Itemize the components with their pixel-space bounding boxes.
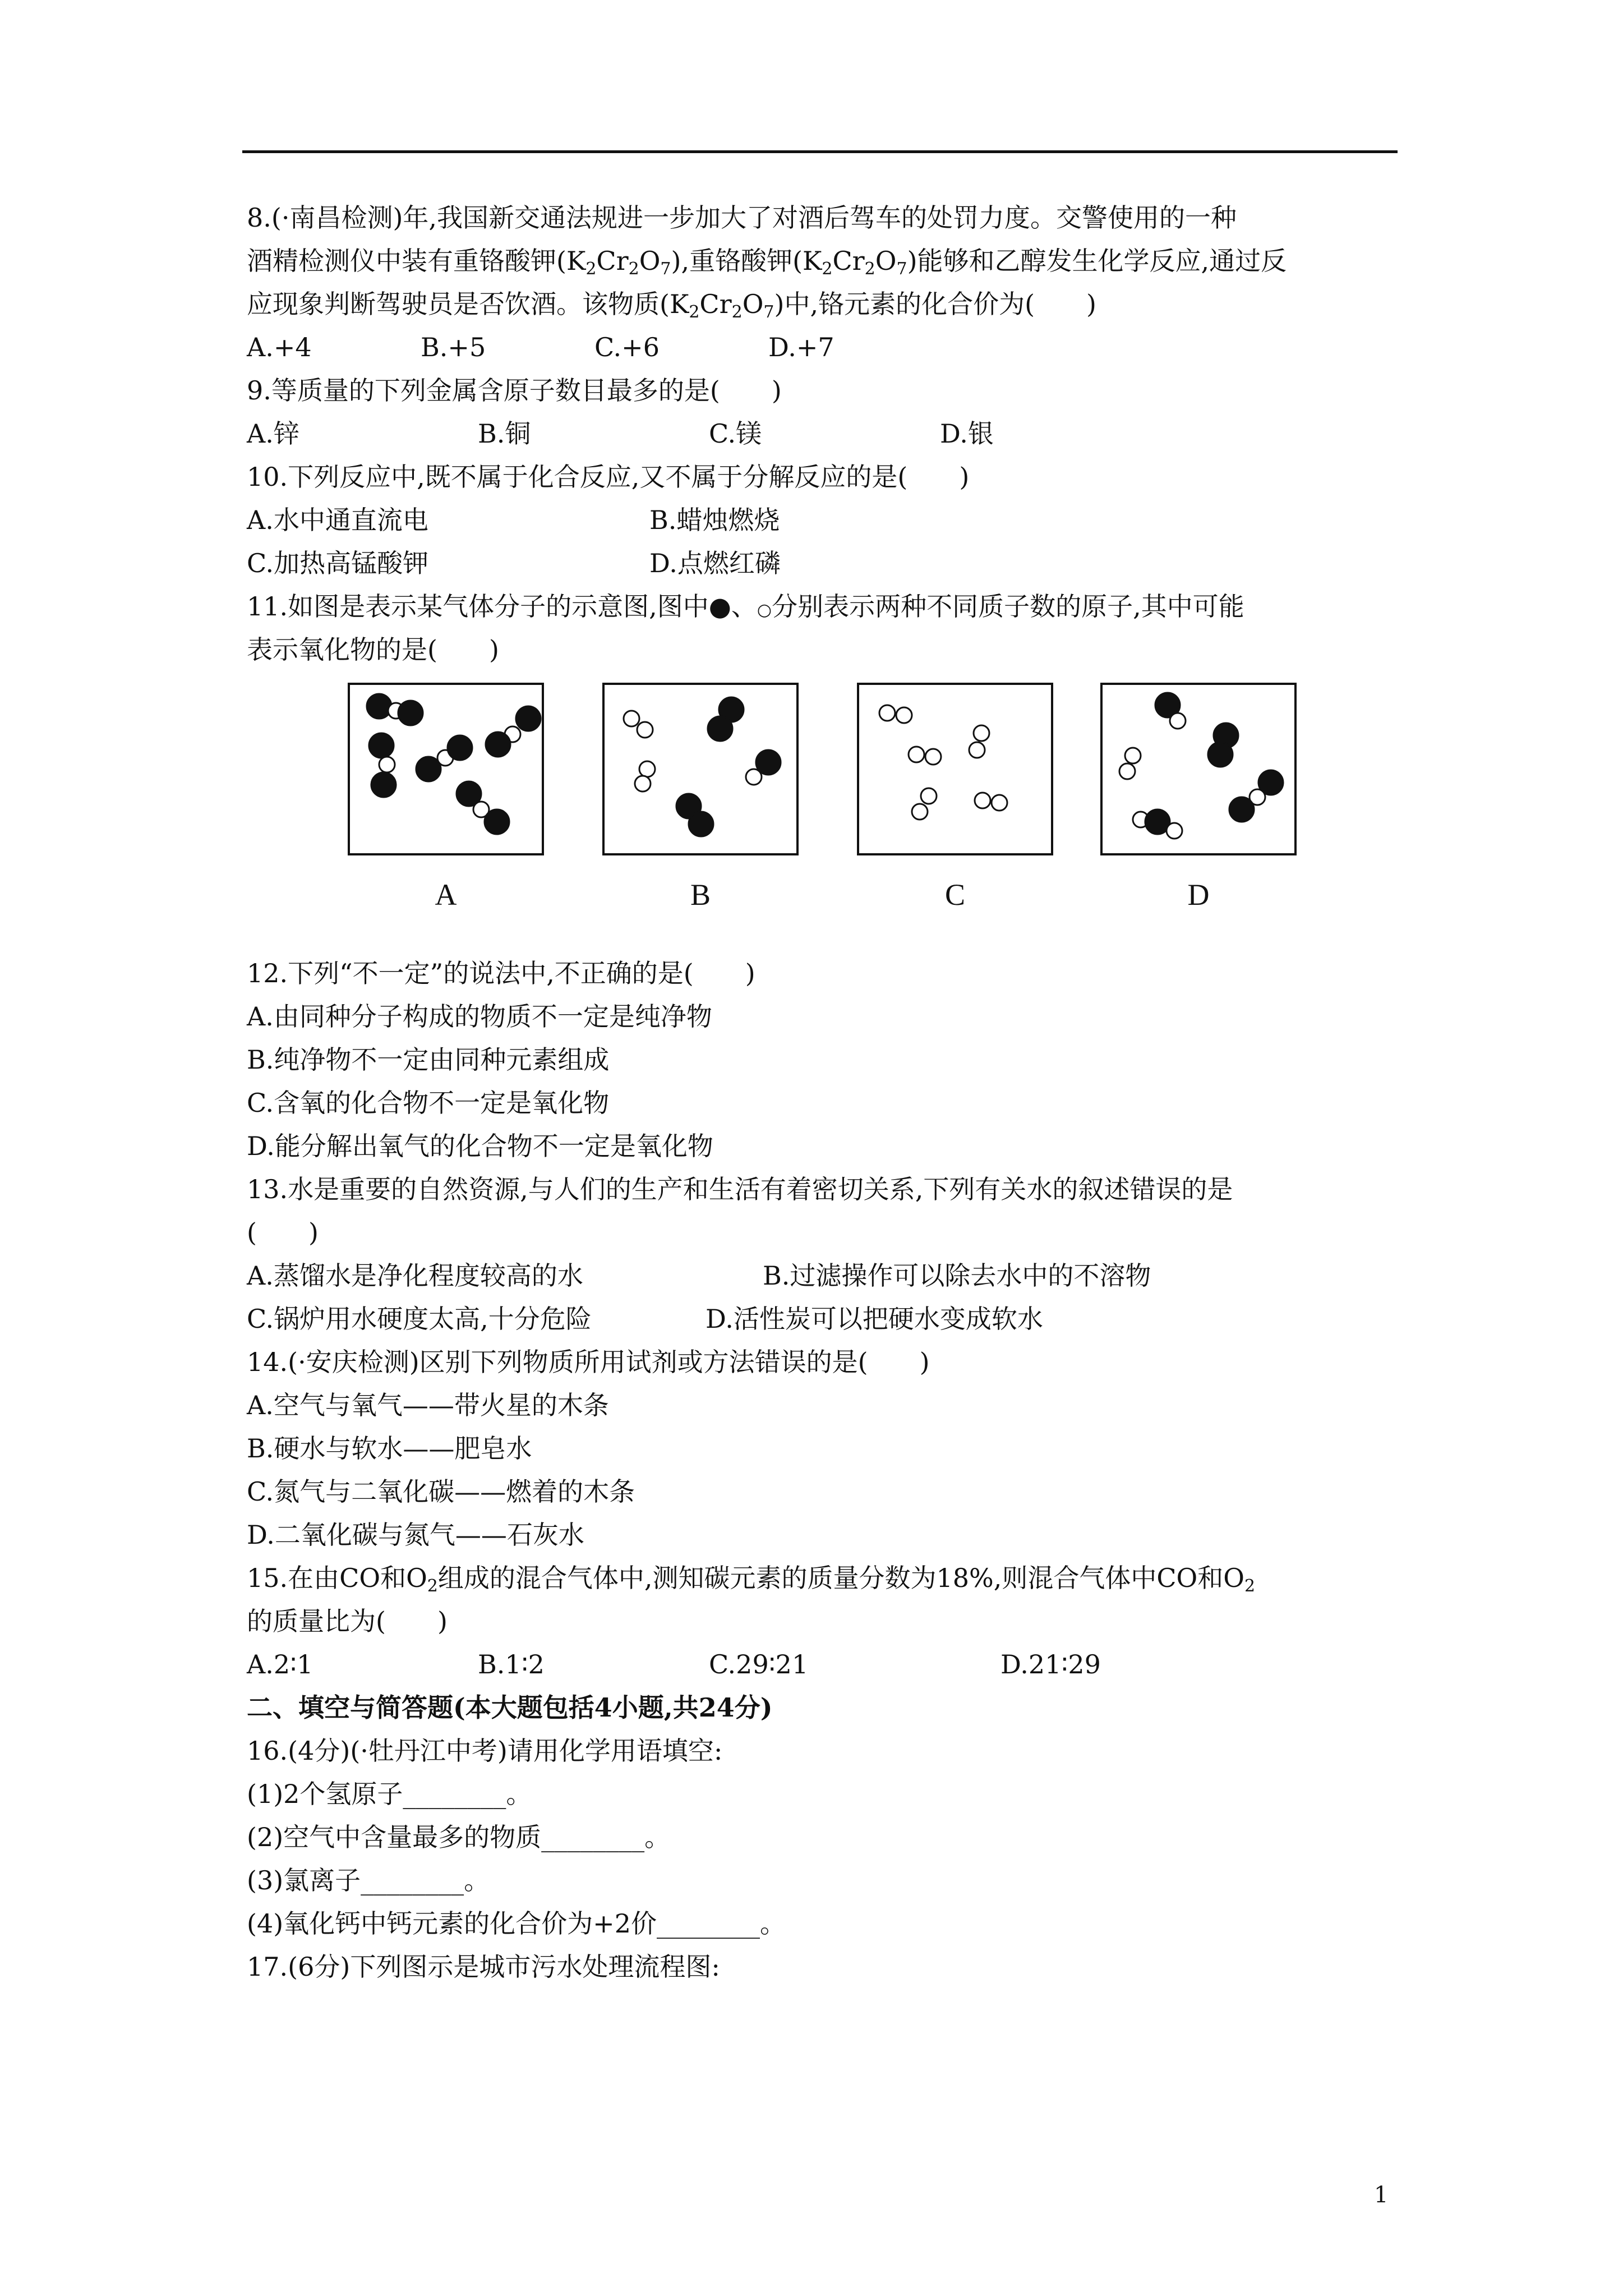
- q8-text-2b: Cr: [596, 246, 629, 276]
- subscript: 2: [585, 259, 597, 279]
- q14-option-a: A.空气与氧气——带火星的木条: [247, 1390, 609, 1420]
- subscript: 2: [1244, 1576, 1256, 1596]
- q13-line2: ( ): [247, 1217, 319, 1248]
- q14-stem: 14.(·安庆检测)区别下列物质所用试剂或方法错误的是( ): [247, 1347, 930, 1377]
- q8-option-b: B.+5: [421, 332, 486, 362]
- panel-c-diagram: [859, 685, 1055, 858]
- q15-line1: [247, 1557, 1402, 1600]
- q8-text-3b: Cr: [699, 289, 732, 319]
- black-atom-icon: ●: [708, 591, 731, 622]
- q10-option-b: B.蜡烛燃烧: [649, 505, 780, 535]
- panel-c-label: C: [944, 878, 966, 912]
- panel-d: [1100, 683, 1297, 855]
- q16-item-3: (3)氯离子________。: [247, 1865, 490, 1895]
- section-2-heading: 二、填空与简答题(本大题包括4小题,共24分): [247, 1692, 773, 1723]
- header-rule: [242, 150, 1398, 153]
- q8-line1: [247, 196, 1402, 240]
- panel-b-label: B: [690, 878, 711, 912]
- q16-item-2: (2)空气中含量最多的物质________。: [247, 1822, 671, 1852]
- q8-text-2d: ),重铬酸钾(K: [671, 246, 822, 276]
- q10-option-d: D.点燃红磷: [649, 548, 781, 578]
- q10-option-c: C.加热高锰酸钾: [247, 548, 429, 578]
- q8-text-2f: O: [875, 246, 897, 276]
- panel-a-label: A: [435, 878, 457, 912]
- q12-option-c: C.含氧的化合物不一定是氧化物: [247, 1088, 610, 1118]
- subscript: 2: [864, 259, 875, 279]
- q8-text-1: 8.(·南昌检测)年,我国新交通法规进一步加大了对酒后驾车的处罚力度。交警使用的一种: [247, 203, 1237, 233]
- q8-text-3c: O: [742, 289, 764, 319]
- panel-b-diagram: [605, 685, 801, 858]
- q11-line2: 表示氧化物的是( ): [247, 634, 499, 665]
- q8-line2: [247, 240, 1402, 283]
- molecule-figure: [247, 671, 1402, 952]
- q15-option-a: A.2∶1: [247, 1649, 313, 1680]
- q9-options: [247, 412, 1402, 455]
- q12-option-d: D.能分解出氧气的化合物不一定是氧化物: [247, 1131, 713, 1161]
- q9-option-c: C.镁: [709, 418, 762, 449]
- q15-option-c: C.29∶21: [709, 1649, 809, 1680]
- panel-b: [602, 683, 799, 855]
- q13-line1: 13.水是重要的自然资源,与人们的生产和生活有着密切关系,下列有关水的叙述错误的是: [247, 1174, 1233, 1204]
- q15-options: [247, 1643, 1402, 1686]
- q10-options-row1: [247, 499, 1402, 542]
- q8-text-2g: )能够和乙醇发生化学反应,通过反: [907, 246, 1287, 276]
- q11-separator: 、: [731, 591, 757, 622]
- q15-line2: 的质量比为( ): [247, 1606, 448, 1636]
- panel-c: [857, 683, 1053, 855]
- q13-option-a: A.蒸馏水是净化程度较高的水: [247, 1260, 583, 1291]
- q8-option-c: C.+6: [594, 332, 660, 362]
- q8-option-d: D.+7: [768, 332, 834, 362]
- q15-text-1a: 15.在由CO和O: [247, 1563, 427, 1593]
- subscript: 2: [822, 259, 833, 279]
- q8-option-a: A.+4: [247, 332, 312, 362]
- q11-text-1a: 11.如图是表示某气体分子的示意图,图中: [247, 591, 709, 622]
- q12-stem: 12.下列“不一定”的说法中,不正确的是( ): [247, 958, 755, 988]
- subscript: 2: [427, 1576, 438, 1596]
- document-body: [247, 196, 1402, 1989]
- q13-option-d: D.活性炭可以把硬水变成软水: [706, 1304, 1043, 1334]
- q13-options-row1: [247, 1254, 1402, 1297]
- q8-text-3d: )中,铬元素的化合价为( ): [774, 289, 1096, 319]
- q13-options-row2: [247, 1297, 1402, 1341]
- subscript: 7: [763, 302, 774, 322]
- q10-options-row2: [247, 542, 1402, 585]
- subscript: 2: [628, 259, 639, 279]
- panel-d-label: D: [1187, 878, 1210, 912]
- q15-text-1b: 组成的混合气体中,测知碳元素的质量分数为18%,则混合气体中CO和O: [437, 1563, 1244, 1593]
- q15-option-d: D.21∶29: [1000, 1649, 1101, 1680]
- white-atom-icon: ○: [757, 600, 772, 620]
- q8-text-2e: Cr: [832, 246, 865, 276]
- q14-option-c: C.氮气与二氧化碳——燃着的木条: [247, 1476, 635, 1507]
- q8-text-2a: 酒精检测仪中装有重铬酸钾(K: [247, 246, 586, 276]
- q8-text-2c: O: [639, 246, 661, 276]
- q8-text-3a: 应现象判断驾驶员是否饮酒。该物质(K: [247, 289, 689, 319]
- q8-options: [247, 326, 1402, 369]
- q12-option-b: B.纯净物不一定由同种元素组成: [247, 1045, 610, 1075]
- q9-option-d: D.银: [940, 418, 994, 449]
- q13-option-b: B.过滤操作可以除去水中的不溶物: [763, 1260, 1151, 1291]
- subscript: 7: [896, 259, 907, 279]
- q10-option-a: A.水中通直流电: [247, 505, 428, 535]
- subscript: 2: [689, 302, 700, 322]
- q8-line3: [247, 283, 1402, 326]
- q16-item-4: (4)氧化钙中钙元素的化合价为+2价________。: [247, 1908, 786, 1939]
- q9-option-b: B.铜: [478, 418, 531, 449]
- q16-item-1: (1)2个氢原子________。: [247, 1779, 532, 1809]
- page-number: 1: [1374, 2182, 1389, 2208]
- q11-line1: [247, 585, 1402, 628]
- panel-d-diagram: [1103, 685, 1299, 858]
- subscript: 7: [660, 259, 671, 279]
- subscript: 2: [731, 302, 743, 322]
- q16-stem: 16.(4分)(·牡丹江中考)请用化学用语填空:: [247, 1736, 723, 1766]
- q10-stem: 10.下列反应中,既不属于化合反应,又不属于分解反应的是( ): [247, 462, 970, 492]
- q14-option-b: B.硬水与软水——肥皂水: [247, 1433, 532, 1464]
- q17-stem: 17.(6分)下列图示是城市污水处理流程图:: [247, 1952, 720, 1982]
- q11-text-1b: 分别表示两种不同质子数的原子,其中可能: [772, 591, 1244, 622]
- panel-a: [348, 683, 544, 855]
- q14-option-d: D.二氧化碳与氮气——石灰水: [247, 1520, 584, 1550]
- panel-a-diagram: [350, 685, 546, 858]
- q9-option-a: A.锌: [247, 418, 299, 449]
- q9-stem: 9.等质量的下列金属含原子数目最多的是( ): [247, 375, 782, 406]
- q15-option-b: B.1∶2: [478, 1649, 545, 1680]
- q12-option-a: A.由同种分子构成的物质不一定是纯净物: [247, 1001, 712, 1032]
- q13-option-c: C.锅炉用水硬度太高,十分危险: [247, 1304, 592, 1334]
